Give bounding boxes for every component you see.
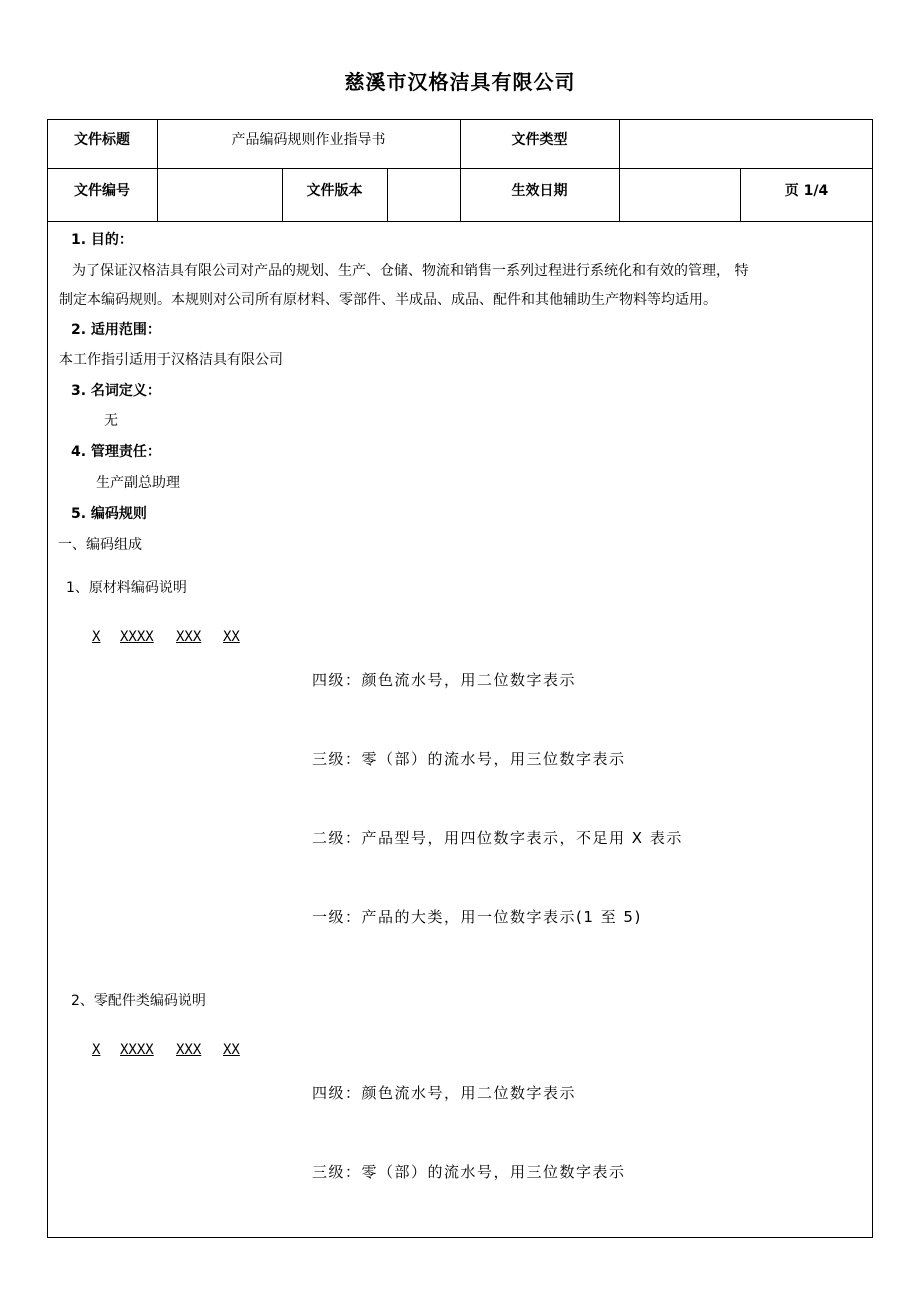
raw-material-level2: 二级：产品型号，用四位数字表示，不足用 X 表示 bbox=[312, 829, 683, 847]
table-divider bbox=[387, 168, 388, 221]
raw-material-level3: 三级：零（部）的流水号，用三位数字表示 bbox=[312, 750, 626, 768]
rules-heading: 5. 编码规则 bbox=[71, 506, 147, 522]
purpose-text-line1: 为了保证汉格洁具有限公司对产品的规划、生产、仓储、物流和销售一系列过程进行系统化和有效的管理， 特 bbox=[72, 263, 749, 279]
raw-material-heading: 1、原材料编码说明 bbox=[66, 580, 187, 596]
code-segment-level3: XXX bbox=[176, 629, 202, 645]
file-title-value: 产品编码规则作业指导书 bbox=[231, 132, 386, 148]
code-segment-level4: XX bbox=[223, 629, 240, 645]
purpose-text-line2: 制定本编码规则。本规则对公司所有原材料、零部件、半成品、成品、配件和其他辅助生产物料等均适用。 bbox=[59, 292, 717, 308]
code-segment-level2: XXXX bbox=[120, 1042, 154, 1058]
purpose-heading: 1. 目的： bbox=[71, 232, 133, 248]
scope-heading: 2. 适用范围： bbox=[71, 322, 161, 338]
code-segment-level1: X bbox=[92, 629, 101, 645]
file-number-label: 文件编号 bbox=[74, 183, 130, 199]
code-segment-level1: X bbox=[92, 1042, 101, 1058]
effective-date-label: 生效日期 bbox=[511, 183, 568, 199]
company-title: 慈溪市汉格洁具有限公司 bbox=[344, 70, 576, 94]
definitions-text: 无 bbox=[104, 413, 118, 429]
file-version-label: 文件版本 bbox=[306, 183, 363, 199]
table-divider bbox=[619, 119, 620, 221]
parts-level4: 四级：颜色流水号，用二位数字表示 bbox=[312, 1084, 577, 1102]
file-title-label: 文件标题 bbox=[74, 132, 130, 148]
scope-text: 本工作指引适用于汉格洁具有限公司 bbox=[59, 352, 283, 368]
table-divider bbox=[47, 221, 873, 222]
code-segment-level4: XX bbox=[223, 1042, 240, 1058]
responsibility-text: 生产副总助理 bbox=[96, 475, 180, 491]
parts-level3: 三级：零（部）的流水号，用三位数字表示 bbox=[312, 1163, 626, 1181]
file-type-label: 文件类型 bbox=[511, 132, 568, 148]
raw-material-level4: 四级：颜色流水号，用二位数字表示 bbox=[312, 671, 577, 689]
responsibility-heading: 4. 管理责任： bbox=[71, 444, 161, 460]
raw-material-level1: 一级：产品的大类，用一位数字表示(1 至 5) bbox=[312, 908, 642, 926]
code-segment-level2: XXXX bbox=[120, 629, 154, 645]
composition-heading: 一、编码组成 bbox=[58, 537, 142, 553]
parts-heading: 2、零配件类编码说明 bbox=[71, 993, 206, 1009]
definitions-heading: 3. 名词定义： bbox=[71, 383, 161, 399]
page-number: 页 1/4 bbox=[784, 183, 829, 199]
code-segment-level3: XXX bbox=[176, 1042, 202, 1058]
